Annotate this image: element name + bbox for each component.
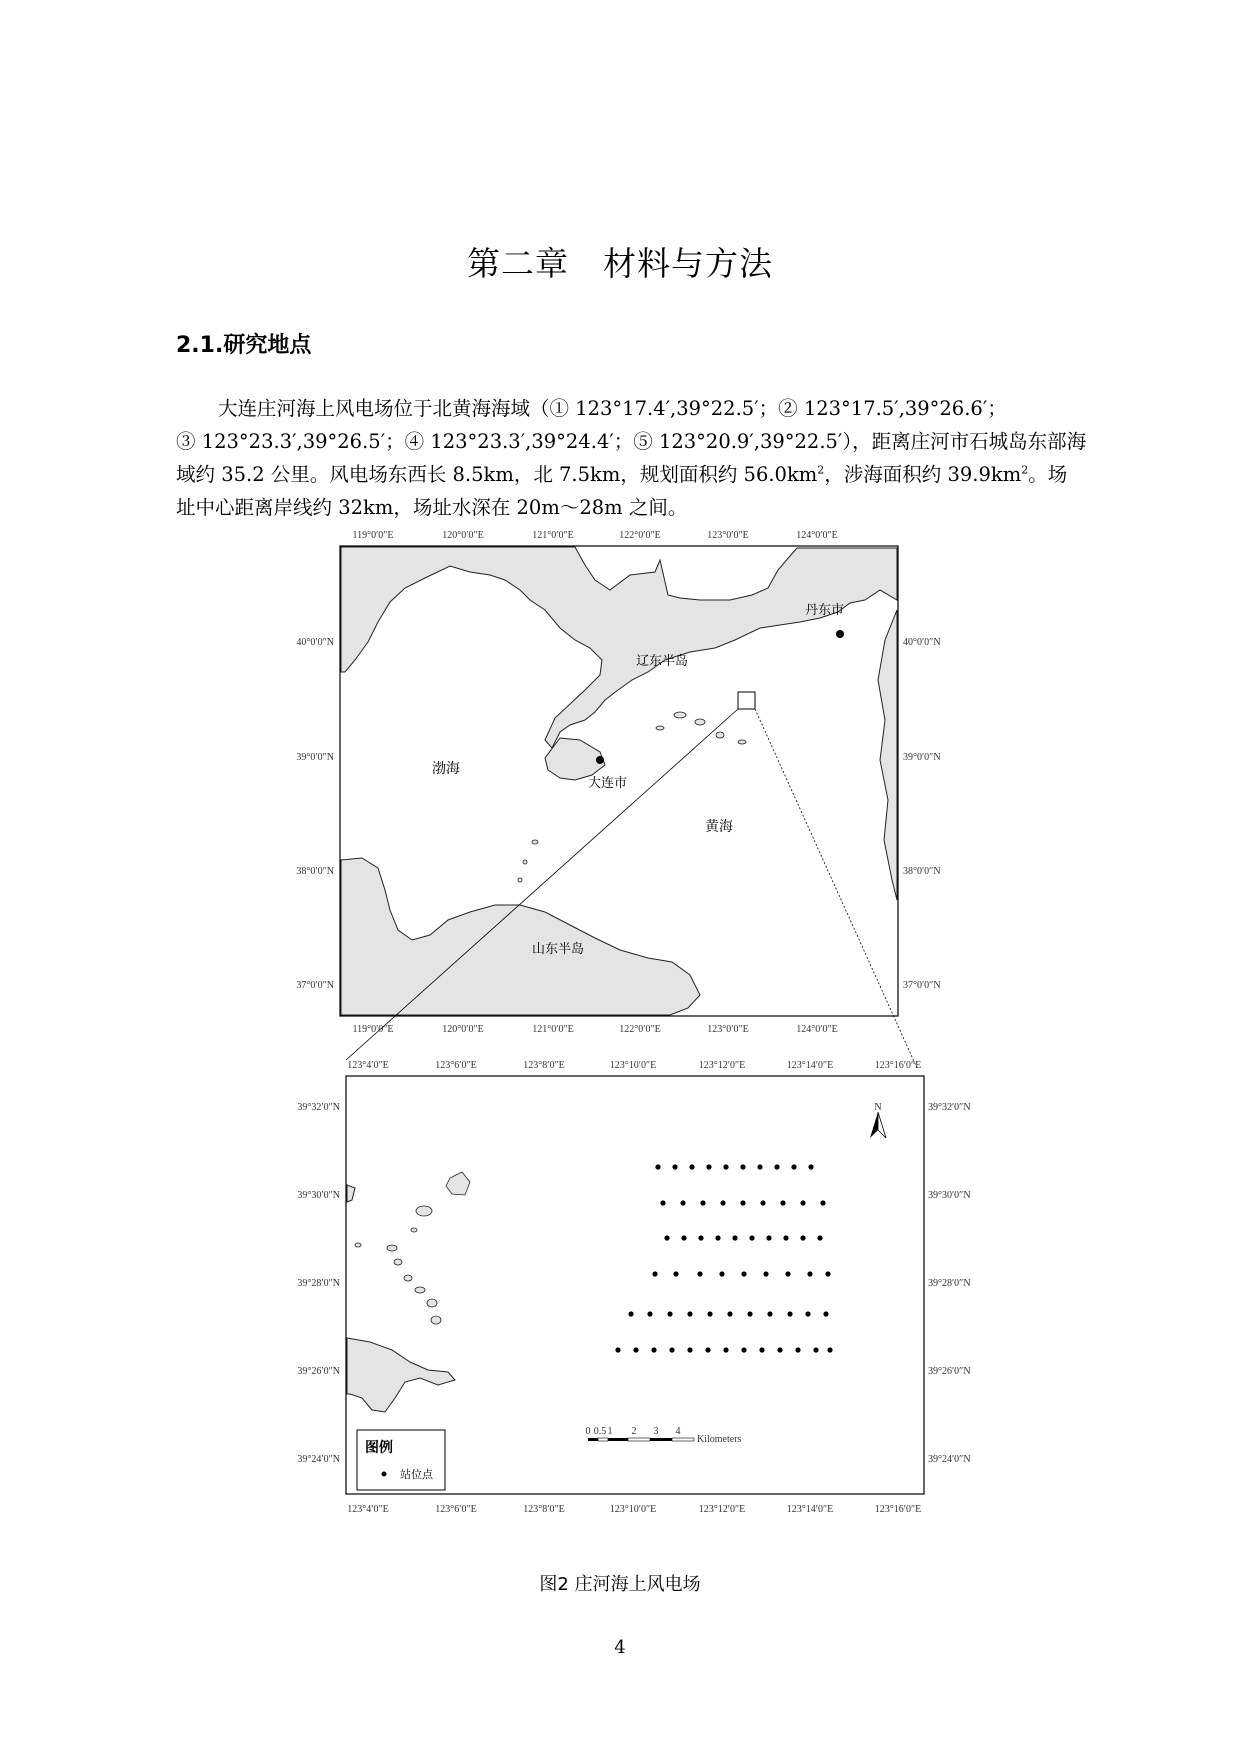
lat-tick-d-right-3: 39°28′0″N (928, 1278, 971, 1289)
study-area-box (738, 692, 755, 709)
label-shandong: 山东半岛 (532, 942, 585, 957)
lat-tick-d-right-5: 39°24′0″N (928, 1454, 971, 1465)
lon-tick-d-top-3: 123°8′0″E (523, 1060, 565, 1071)
lat-tick-left-1: 40°0′0″N (296, 637, 334, 648)
lon-tick-d-bottom-6: 123°14′0″E (786, 1504, 834, 1515)
lat-tick-d-left-2: 39°30′0″N (297, 1190, 340, 1201)
detail-map (297, 1060, 970, 1515)
lon-tick-d-bottom-2: 123°6′0″E (435, 1504, 477, 1515)
lon-tick-bottom-3: 121°0′0″E (532, 1024, 574, 1035)
lon-tick-bottom-4: 122°0′0″E (619, 1024, 661, 1035)
scale-unit: Kilometers (697, 1434, 742, 1445)
paragraph-line-3b: ，涉海面积约 39.9km (824, 463, 1022, 486)
dandong-city-dot (836, 630, 844, 638)
lon-tick-d-top-4: 123°10′0″E (609, 1060, 657, 1071)
lon-tick-d-bottom-1: 123°4′0″E (347, 1504, 389, 1515)
lon-tick-d-top-7: 123°16′0″E (874, 1060, 922, 1071)
label-bohai: 渤海 (432, 761, 460, 777)
lon-tick-top-5: 123°0′0″E (707, 530, 749, 541)
lon-tick-bottom-2: 120°0′0″E (442, 1024, 484, 1035)
map-legend (357, 1430, 445, 1490)
legend-item-label: 站位点 (400, 1468, 433, 1481)
scale-label-4: 4 (675, 1426, 681, 1437)
lat-tick-right-1: 40°0′0″N (903, 637, 941, 648)
lon-tick-top-1: 119°0′0″E (352, 530, 394, 541)
scale-label-05: 0.5 (593, 1426, 607, 1437)
lat-tick-d-right-2: 39°30′0″N (928, 1190, 971, 1201)
lat-tick-d-right-4: 39°26′0″N (928, 1366, 971, 1377)
superscript-km2-a: 2 (817, 463, 825, 477)
lon-tick-d-top-6: 123°14′0″E (786, 1060, 834, 1071)
lat-tick-left-4: 37°0′0″N (296, 980, 334, 991)
label-dalian: 大连市 (588, 776, 628, 791)
lat-tick-d-left-4: 39°26′0″N (297, 1366, 340, 1377)
lon-tick-top-4: 122°0′0″E (619, 530, 661, 541)
lon-tick-bottom-5: 123°0′0″E (707, 1024, 749, 1035)
lon-tick-bottom-1: 119°0′0″E (352, 1024, 394, 1035)
lat-tick-left-3: 38°0′0″N (296, 866, 334, 877)
label-yellow-sea: 黄海 (705, 819, 733, 835)
dalian-city-dot (596, 756, 604, 764)
lon-tick-top-6: 124°0′0″E (796, 530, 838, 541)
paragraph-line-4: 址中心距离岸线约 32km，场址水深在 20m～28m 之间。 (176, 496, 688, 519)
scale-label-1: 1 (607, 1426, 613, 1437)
label-liaodong: 辽东半岛 (636, 654, 689, 669)
section-heading: 2.1.研究地点 (176, 333, 312, 358)
paragraph-line-2: ③ 123°23.3′,39°26.5′；④ 123°23.3′,39°24.4′；⑤ 123°20.9′,39°22.5′），距离庄河市石城岛东部海 (176, 430, 1087, 453)
lon-tick-bottom-6: 124°0′0″E (796, 1024, 838, 1035)
lon-tick-d-top-2: 123°6′0″E (435, 1060, 477, 1071)
lon-tick-d-bottom-5: 123°12′0″E (698, 1504, 746, 1515)
lon-tick-d-bottom-4: 123°10′0″E (609, 1504, 657, 1515)
lat-tick-d-left-5: 39°24′0″N (297, 1454, 340, 1465)
lon-tick-d-top-1: 123°4′0″E (347, 1060, 389, 1071)
lat-tick-left-2: 39°0′0″N (296, 752, 334, 763)
scale-label-0: 0 (585, 1426, 591, 1437)
lat-tick-d-right-1: 39°32′0″N (928, 1102, 971, 1113)
figure-caption: 图2 庄河海上风电场 (539, 1574, 701, 1595)
lat-tick-right-2: 39°0′0″N (903, 752, 941, 763)
lon-tick-d-top-5: 123°12′0″E (698, 1060, 746, 1071)
lat-tick-right-3: 38°0′0″N (903, 866, 941, 877)
superscript-km2-b: 2 (1021, 463, 1029, 477)
chapter-title: 第二章 材料与方法 (467, 244, 773, 283)
paragraph-line-1: 大连庄河海上风电场位于北黄海海域（① 123°17.4′,39°22.5′；② 123°17.5′,39°26.6′； (218, 397, 1007, 420)
paragraph-line-3c: 。场 (1028, 463, 1068, 486)
lon-tick-top-3: 121°0′0″E (532, 530, 574, 541)
lat-tick-d-left-3: 39°28′0″N (297, 1278, 340, 1289)
label-dandong: 丹东市 (805, 603, 845, 618)
lon-tick-top-2: 120°0′0″E (442, 530, 484, 541)
lon-tick-d-bottom-7: 123°16′0″E (874, 1504, 922, 1515)
lat-tick-d-left-1: 39°32′0″N (297, 1102, 340, 1113)
paragraph-line-3a: 域约 35.2 公里。风电场东西长 8.5km，北 7.5km，规划面积约 56.0km (176, 463, 818, 486)
lat-tick-right-4: 37°0′0″N (903, 980, 941, 991)
scale-label-2: 2 (631, 1426, 637, 1437)
legend-title: 图例 (365, 1440, 393, 1456)
lon-tick-d-bottom-3: 123°8′0″E (523, 1504, 565, 1515)
north-arrow-label: N (874, 1102, 882, 1113)
scale-label-3: 3 (653, 1426, 659, 1437)
regional-map (296, 530, 940, 1068)
legend-station-symbol (382, 1472, 387, 1477)
page-number: 4 (614, 1637, 626, 1658)
